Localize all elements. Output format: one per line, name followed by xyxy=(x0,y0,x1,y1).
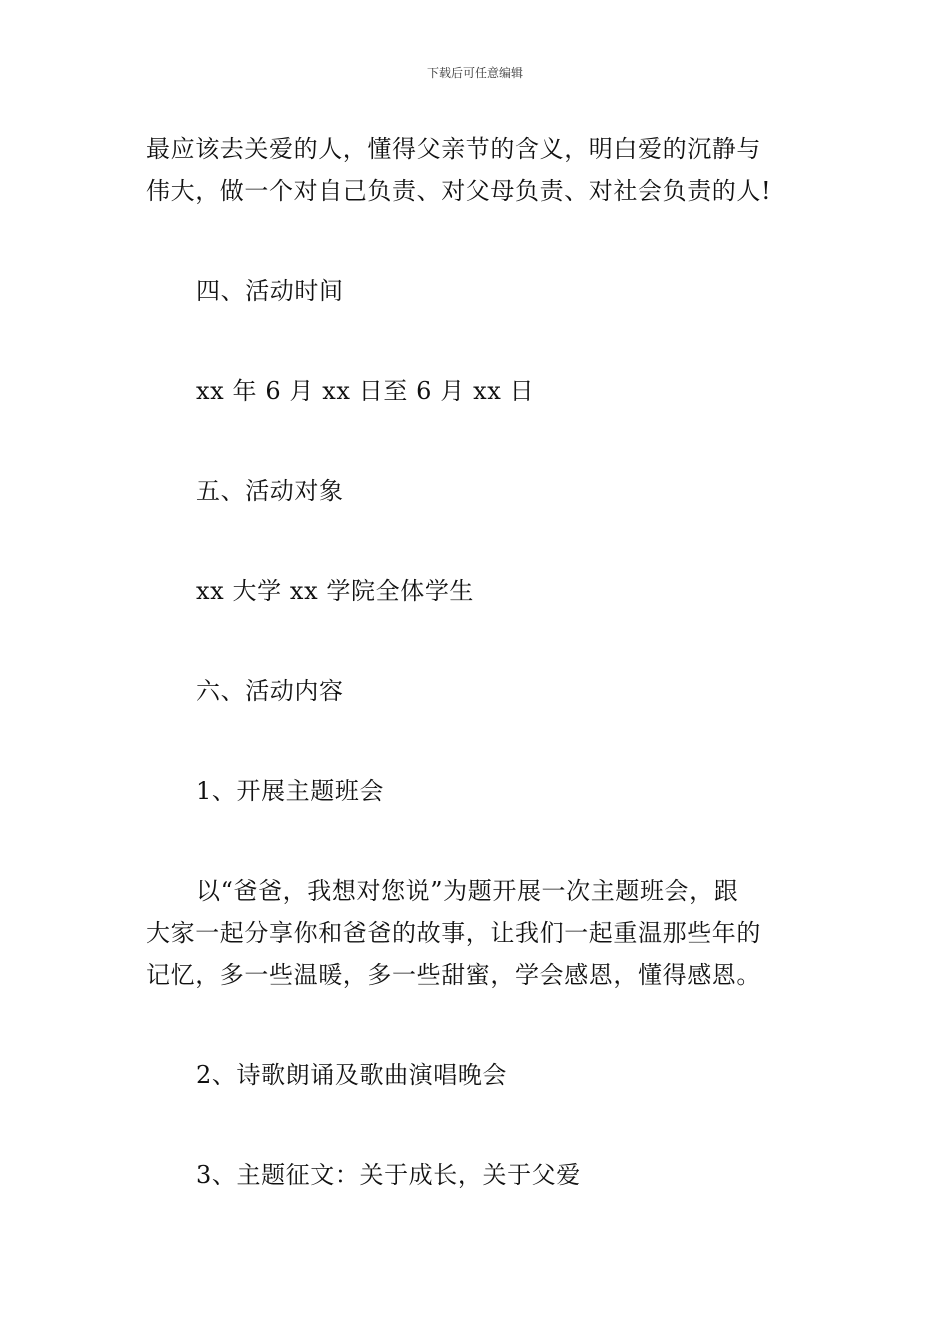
item-body-line-3: 记忆，多一些温暖，多一些甜蜜，学会感恩，懂得感恩。 xyxy=(146,961,761,989)
paragraph-spacer xyxy=(146,1096,816,1154)
section-body-audience: xx 大学 xx 学院全体学生 xyxy=(196,577,475,605)
paragraph-spacer xyxy=(146,612,816,670)
item-heading-poetry-evening: 2、诗歌朗诵及歌曲演唱晚会 xyxy=(196,1061,508,1089)
paragraph-spacer xyxy=(146,512,816,570)
paragraph-spacer xyxy=(146,312,816,370)
item-heading-class-meeting: 1、开展主题班会 xyxy=(196,777,385,805)
item-body-line-2: 大家一起分享你和爸爸的故事，让我们一起重温那些年的 xyxy=(146,919,761,947)
item-body-line-1: 以“爸爸，我想对您说”为题开展一次主题班会，跟 xyxy=(196,877,739,905)
section-heading-time: 四、活动时间 xyxy=(196,277,344,305)
intro-line-1: 最应该去关爱的人，懂得父亲节的含义，明白爱的沉静与 xyxy=(146,135,761,163)
paragraph-spacer xyxy=(146,412,816,470)
page-header-note: 下载后可任意编辑 xyxy=(426,66,523,80)
section-body-time: xx 年 6 月 xx 日至 6 月 xx 日 xyxy=(196,377,535,405)
item-heading-essay: 3、主题征文：关于成长，关于父爱 xyxy=(196,1161,581,1189)
intro-line-2: 伟大，做一个对自己负责、对父母负责、对社会负责的人! xyxy=(146,177,772,205)
section-heading-audience: 五、活动对象 xyxy=(196,477,344,505)
paragraph-spacer xyxy=(146,212,816,270)
paragraph-spacer xyxy=(146,712,816,770)
paragraph-spacer xyxy=(146,812,816,870)
paragraph-spacer xyxy=(146,996,816,1054)
section-heading-content: 六、活动内容 xyxy=(196,677,344,705)
document-body xyxy=(146,128,816,1196)
